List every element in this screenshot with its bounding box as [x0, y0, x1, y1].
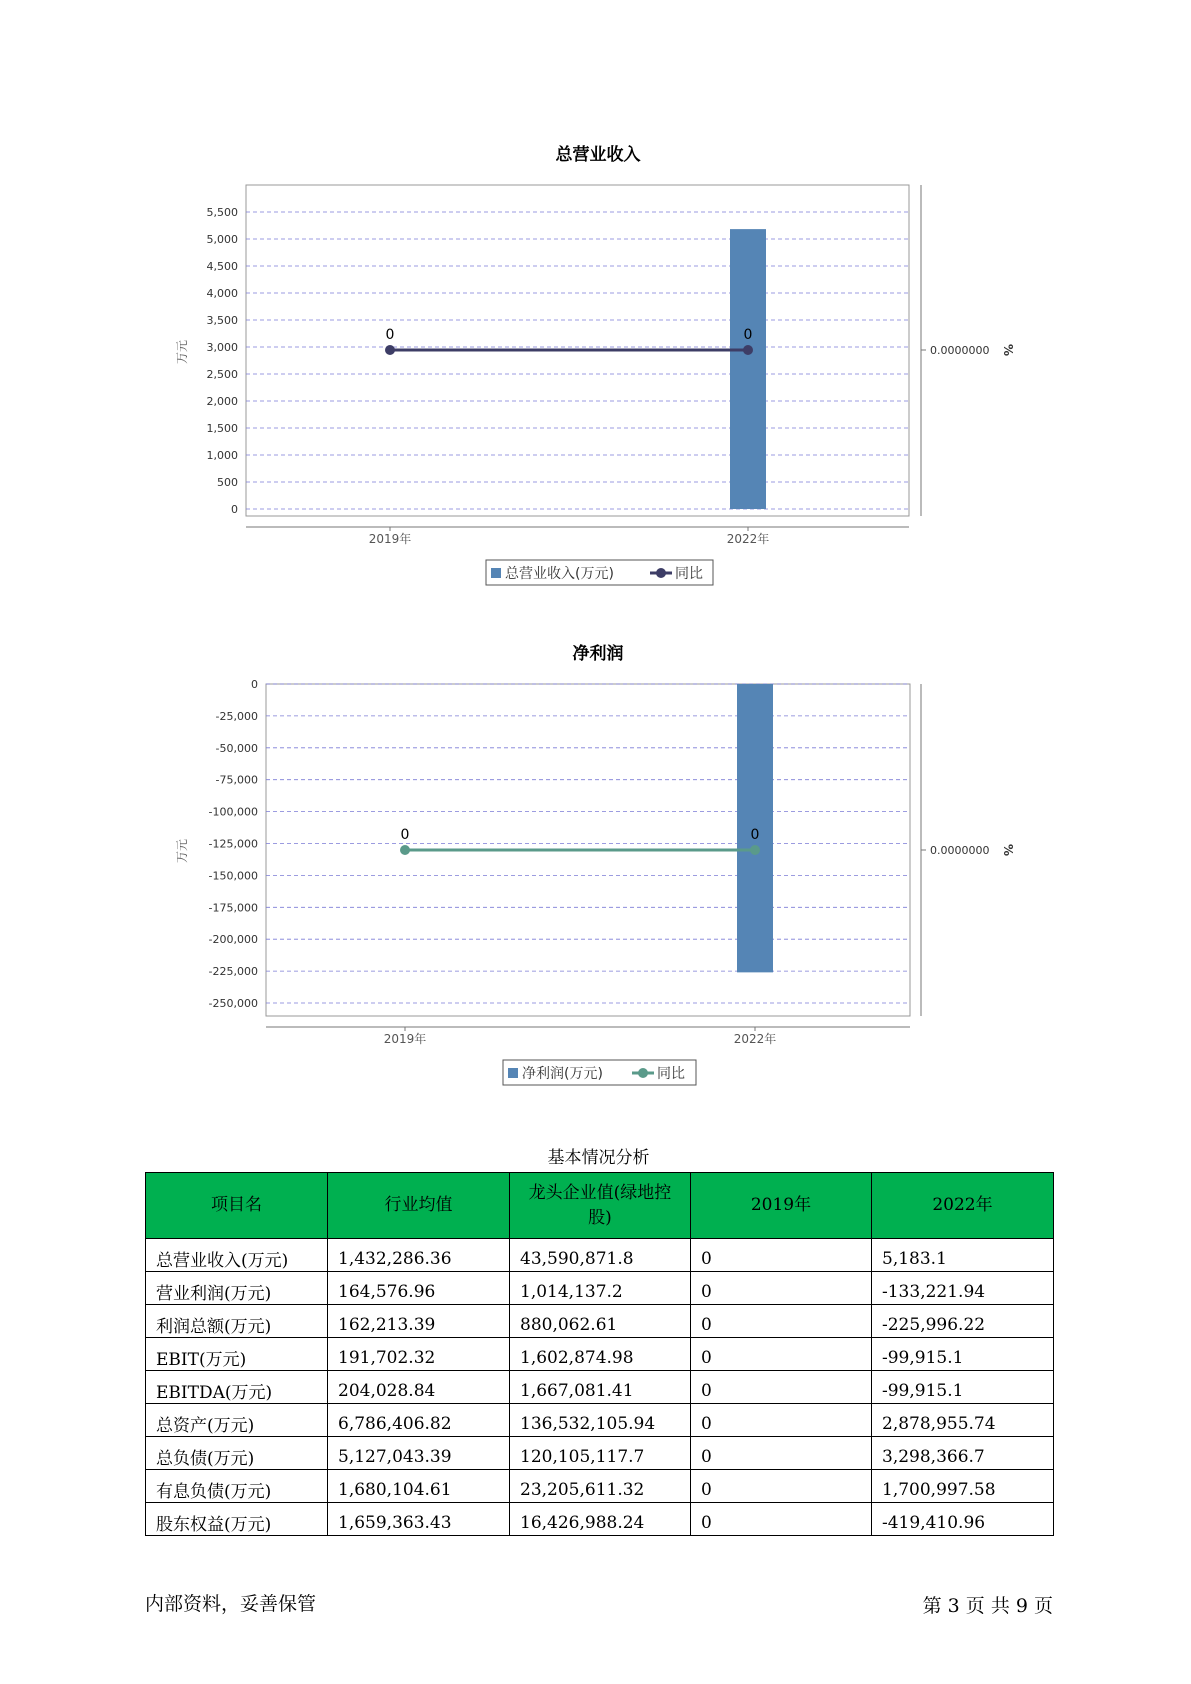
- item-name-cell: 利润总额(万元): [146, 1305, 328, 1338]
- revenue-chart: [0, 0, 1191, 600]
- line-point: [750, 845, 760, 855]
- y-tick-label: 5,000: [206, 233, 238, 246]
- year-2022-cell: 5,183.1: [872, 1239, 1054, 1272]
- y-axis-label: 万元: [175, 339, 189, 365]
- item-name-cell: 总营业收入(万元): [146, 1239, 328, 1272]
- y-tick-label: -200,000: [208, 933, 258, 947]
- table-row: [146, 1305, 1054, 1338]
- table-header-row: [146, 1173, 1054, 1239]
- table-row: [146, 1470, 1054, 1503]
- chart-title: 总营业收入: [555, 145, 641, 165]
- legend-bar-swatch: [508, 1068, 518, 1078]
- y-tick-label: -25,000: [215, 709, 258, 723]
- item-name-cell: EBITDA(万元): [146, 1371, 328, 1404]
- y-tick-label: 5,500: [206, 206, 238, 219]
- header-year-2019: 2019年: [691, 1173, 872, 1239]
- footer-page-number: 第 3 页 共 9 页: [922, 1595, 1053, 1617]
- table-row: [146, 1239, 1054, 1272]
- leader-value-cell: 880,062.61: [510, 1305, 691, 1338]
- right-axis-unit: %: [1001, 843, 1015, 857]
- year-2022-cell: 1,700,997.58: [872, 1470, 1054, 1503]
- y-tick-label: 1,000: [206, 449, 238, 462]
- legend-bar-label: 净利润(万元): [522, 1066, 603, 1082]
- y-tick-label: -225,000: [208, 965, 258, 979]
- header-industry-avg: 行业均值: [328, 1173, 510, 1239]
- chart-title: 净利润: [572, 644, 624, 664]
- right-axis-value: 0.0000000: [930, 844, 990, 857]
- data-label: 0: [400, 827, 410, 843]
- legend-line-label: 同比: [675, 566, 703, 582]
- legend: [503, 1060, 696, 1085]
- year-2019-cell: 0: [691, 1437, 872, 1470]
- item-name-cell: 有息负债(万元): [146, 1470, 328, 1503]
- y-tick-label: 0: [231, 503, 238, 516]
- y-tick-label: -50,000: [215, 741, 258, 755]
- header-year-2022: 2022年: [872, 1173, 1054, 1239]
- leader-value-cell: 16,426,988.24: [510, 1503, 691, 1536]
- x-tick-label: 2019年: [383, 1032, 427, 1046]
- leader-value-cell: 1,014,137.2: [510, 1272, 691, 1305]
- item-name-cell: 总资产(万元): [146, 1404, 328, 1437]
- y-tick-label: 0: [251, 678, 258, 691]
- net-profit-chart: [0, 600, 1191, 1100]
- data-label: 0: [385, 327, 395, 343]
- year-2019-cell: 0: [691, 1470, 872, 1503]
- y-tick-label: 2,500: [206, 368, 238, 381]
- y-tick-label: -150,000: [208, 869, 258, 883]
- y-tick-label: 3,500: [206, 314, 238, 327]
- table-row: [146, 1371, 1054, 1404]
- leader-value-cell: 43,590,871.8: [510, 1239, 691, 1272]
- table-row: [146, 1338, 1054, 1371]
- year-2022-cell: -225,996.22: [872, 1305, 1054, 1338]
- industry-avg-cell: 1,432,286.36: [328, 1239, 510, 1272]
- item-name-cell: 营业利润(万元): [146, 1272, 328, 1305]
- x-tick-label: 2022年: [726, 532, 770, 546]
- year-2019-cell: 0: [691, 1239, 872, 1272]
- y-tick-label: -100,000: [208, 805, 258, 819]
- item-name-cell: 股东权益(万元): [146, 1503, 328, 1536]
- header-item-name: 项目名: [146, 1173, 328, 1239]
- table-row: [146, 1404, 1054, 1437]
- leader-value-cell: 120,105,117.7: [510, 1437, 691, 1470]
- year-2022-cell: -99,915.1: [872, 1338, 1054, 1371]
- x-tick-labels: [369, 527, 770, 546]
- table-title: 基本情况分析: [547, 1148, 650, 1168]
- leader-value-cell: 1,667,081.41: [510, 1371, 691, 1404]
- y-tick-label: 1,500: [206, 422, 238, 435]
- bar-series: [730, 229, 766, 509]
- header-leader-value: 龙头企业值(绿地控股): [510, 1173, 691, 1239]
- year-2022-cell: -419,410.96: [872, 1503, 1054, 1536]
- line-point: [385, 345, 395, 355]
- x-tick-label: 2022年: [733, 1032, 777, 1046]
- y-tick-labels: [209, 678, 258, 1010]
- legend-line-marker: [656, 568, 666, 578]
- year-2022-cell: -99,915.1: [872, 1371, 1054, 1404]
- industry-avg-cell: 6,786,406.82: [328, 1404, 510, 1437]
- year-2019-cell: 0: [691, 1272, 872, 1305]
- x-tick-label: 2019年: [368, 532, 412, 546]
- industry-avg-cell: 204,028.84: [328, 1371, 510, 1404]
- table-row: [146, 1503, 1054, 1536]
- industry-avg-cell: 1,659,363.43: [328, 1503, 510, 1536]
- data-label: 0: [743, 327, 753, 343]
- industry-avg-cell: 162,213.39: [328, 1305, 510, 1338]
- y-tick-label: 500: [217, 476, 238, 489]
- y-tick-label: 4,000: [206, 287, 238, 300]
- y-tick-label: -125,000: [208, 837, 258, 851]
- item-name-cell: EBIT(万元): [146, 1338, 328, 1371]
- y-tick-label: -250,000: [208, 997, 258, 1010]
- x-tick-labels: [384, 1027, 777, 1046]
- right-axis-value: 0.0000000: [930, 344, 990, 357]
- y-tick-label: 3,000: [206, 341, 238, 354]
- industry-avg-cell: 1,680,104.61: [328, 1470, 510, 1503]
- year-2019-cell: 0: [691, 1338, 872, 1371]
- legend-bar-label: 总营业收入(万元): [505, 566, 614, 582]
- basic-analysis-table: [145, 1172, 1054, 1536]
- year-2022-cell: 2,878,955.74: [872, 1404, 1054, 1437]
- industry-avg-cell: 164,576.96: [328, 1272, 510, 1305]
- year-2019-cell: 0: [691, 1503, 872, 1536]
- year-2022-cell: 3,298,366.7: [872, 1437, 1054, 1470]
- table-row: [146, 1437, 1054, 1470]
- year-2019-cell: 0: [691, 1404, 872, 1437]
- y-tick-label: 4,500: [206, 260, 238, 273]
- line-point: [743, 345, 753, 355]
- y-tick-label: -175,000: [208, 901, 258, 915]
- year-2019-cell: 0: [691, 1371, 872, 1404]
- industry-avg-cell: 191,702.32: [328, 1338, 510, 1371]
- legend-line-marker: [638, 1068, 648, 1078]
- year-2022-cell: -133,221.94: [872, 1272, 1054, 1305]
- line-point: [400, 845, 410, 855]
- data-label: 0: [750, 827, 760, 843]
- bar: [730, 229, 766, 509]
- table-row: [146, 1272, 1054, 1305]
- legend: [486, 560, 713, 585]
- leader-value-cell: 136,532,105.94: [510, 1404, 691, 1437]
- right-axis-unit: %: [1001, 343, 1015, 357]
- y-tick-labels: [207, 206, 239, 516]
- leader-value-cell: 23,205,611.32: [510, 1470, 691, 1503]
- y-axis-label: 万元: [175, 838, 189, 864]
- footer-confidential-note: 内部资料，妥善保管: [145, 1593, 317, 1615]
- y-tick-label: 2,000: [206, 395, 238, 408]
- legend-bar-swatch: [491, 568, 501, 578]
- y-tick-label: -75,000: [215, 773, 258, 787]
- year-2019-cell: 0: [691, 1305, 872, 1338]
- legend-line-label: 同比: [657, 1066, 685, 1082]
- item-name-cell: 总负债(万元): [146, 1437, 328, 1470]
- leader-value-cell: 1,602,874.98: [510, 1338, 691, 1371]
- industry-avg-cell: 5,127,043.39: [328, 1437, 510, 1470]
